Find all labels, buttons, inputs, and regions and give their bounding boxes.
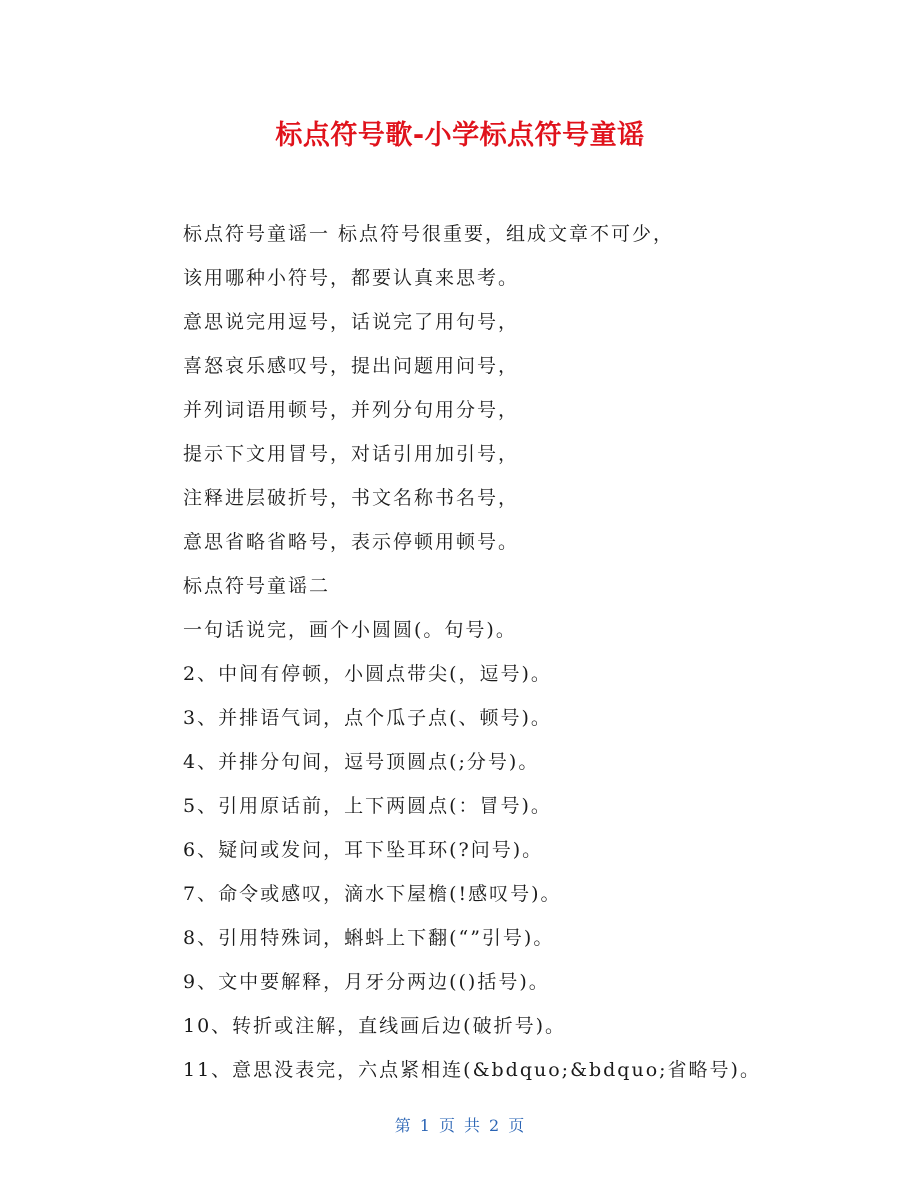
- text-line: 7、命令或感叹，滴水下屋檐(!感叹号)。: [183, 883, 562, 905]
- footer-page-unit: 页: [438, 1116, 456, 1135]
- text-line: 5、引用原话前，上下两圆点(：冒号)。: [183, 795, 552, 817]
- text-line: 9、文中要解释，月牙分两边(()括号)。: [183, 971, 550, 993]
- text-line: 该用哪种小符号，都要认真来思考。: [183, 267, 520, 289]
- text-line: 3、并排语气词，点个瓜子点(、顿号)。: [183, 707, 552, 729]
- text-line: 意思说完用逗号，话说完了用句号，: [183, 311, 520, 333]
- text-line: 6、疑问或发问，耳下坠耳环(?问号)。: [183, 839, 544, 861]
- text-line: 意思省略省略号，表示停顿用顿号。: [183, 531, 520, 553]
- document-body: [183, 212, 863, 1092]
- text-line: 8、引用特殊词，蝌蚪上下翻(“”引号)。: [183, 927, 555, 949]
- text-line: 4、并排分句间，逗号顶圆点(;分号)。: [183, 751, 540, 773]
- footer-page-number: 1: [419, 1116, 431, 1135]
- footer-total-label: 共: [464, 1116, 482, 1135]
- text-line: 并列词语用顿号，并列分句用分号，: [183, 399, 520, 421]
- text-line: 10、转折或注解，直线画后边(破折号)。: [183, 1015, 567, 1037]
- footer-total-pages: 2: [489, 1116, 501, 1135]
- text-line: 标点符号童谣一 标点符号很重要，组成文章不可少，: [183, 223, 675, 245]
- footer-page-label: 第: [394, 1116, 412, 1135]
- footer-total-unit: 页: [508, 1116, 526, 1135]
- document-title: 标点符号歌-小学标点符号童谣: [275, 120, 645, 151]
- text-line: 提示下文用冒号，对话引用加引号，: [183, 443, 520, 465]
- text-line: 一句话说完，画个小圆圆(。句号)。: [183, 619, 517, 641]
- text-line: 注释进层破折号，书文名称书名号，: [183, 487, 520, 509]
- text-line: 2、中间有停顿，小圆点带尖(，逗号)。: [183, 663, 552, 685]
- page-footer: [0, 1112, 920, 1140]
- text-line: 喜怒哀乐感叹号，提出问题用问号，: [183, 355, 520, 377]
- text-line: 11、意思没表完，六点紧相连(&bdquo;&bdquo;省略号)。: [183, 1059, 761, 1081]
- section-heading: 标点符号童谣二: [183, 575, 331, 597]
